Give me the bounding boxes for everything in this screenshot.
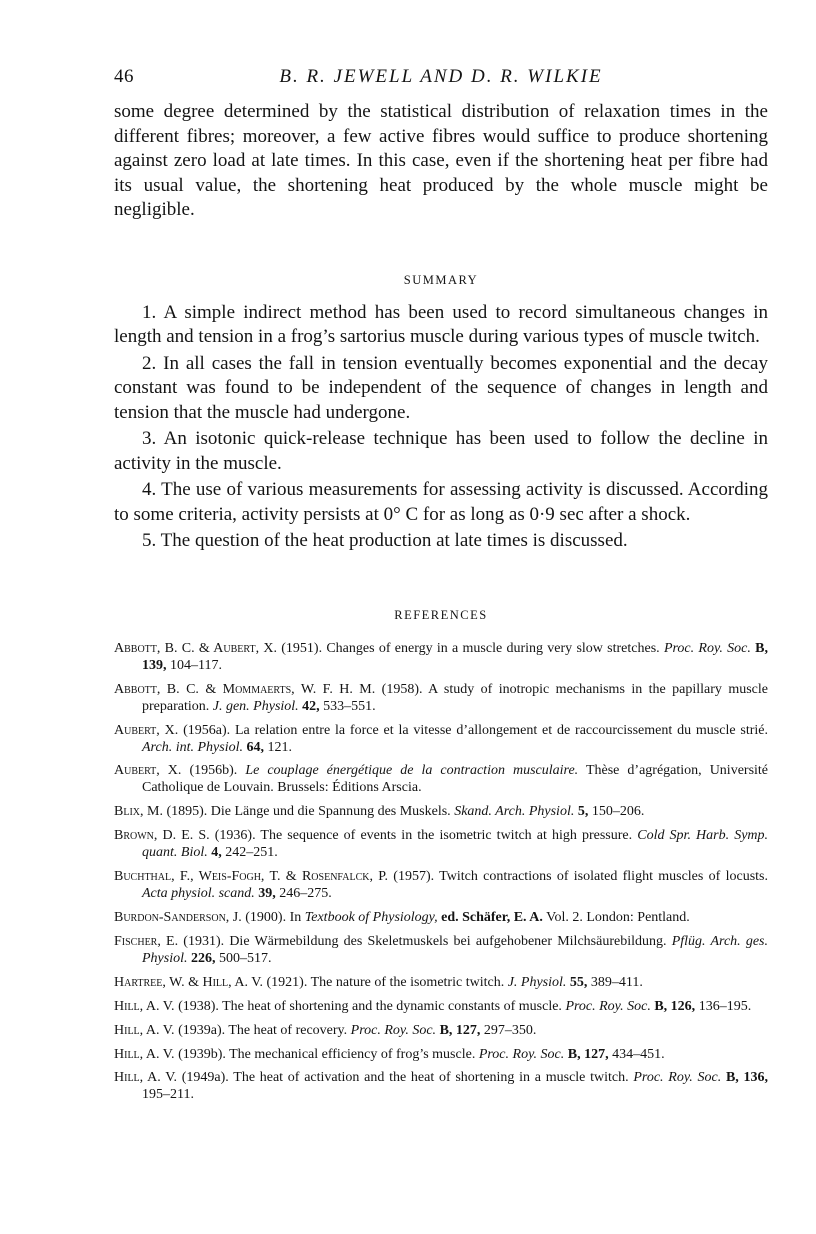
reference-text: (1939a). The heat of recovery. bbox=[178, 1022, 348, 1038]
reference-authors: Hill, A. V. bbox=[114, 1046, 175, 1062]
running-head: B. R. JEWELL AND D. R. WILKIE bbox=[279, 66, 603, 87]
reference-volume: 4, bbox=[211, 844, 222, 860]
reference-entry bbox=[114, 681, 768, 715]
reference-source: Arch. int. Physiol. bbox=[142, 739, 243, 755]
reference-source: Textbook of Physiology, bbox=[304, 909, 438, 925]
reference-text: (1931). Die Wärmebildung des Skeletmuskels bei aufgehobener Milchsäurebildung. bbox=[183, 933, 667, 949]
reference-text: (1900). In bbox=[245, 909, 302, 925]
reference-authors: Buchthal, F., Weis-Fogh, T. & Rosenfalck, P. bbox=[114, 868, 388, 884]
reference-source: Acta physiol. scand. bbox=[142, 885, 255, 901]
reference-source: Proc. Roy. Soc. bbox=[633, 1069, 722, 1085]
reference-volume: 42, bbox=[302, 698, 320, 714]
reference-source: Le couplage énergétique de la contraction musculaire. bbox=[245, 762, 579, 778]
reference-volume: 55, bbox=[569, 974, 588, 990]
reference-volume: B, 126, bbox=[654, 998, 696, 1014]
reference-source: Pflüg. Arch. ges. Physiol. bbox=[142, 933, 769, 966]
reference-entry bbox=[114, 1046, 768, 1063]
summary-item: 1. A simple indirect method has been used to record simultaneous changes in length and tension in a frog’s sartorius muscle during various types of muscle twitch. bbox=[114, 301, 768, 347]
reference-volume: 64, bbox=[246, 739, 264, 755]
page-number: 46 bbox=[114, 66, 134, 87]
reference-entry bbox=[114, 1069, 768, 1103]
reference-pages: Thèse d’agrégation, Université Catholique de Louvain. Brussels: Éditions Arscia. bbox=[142, 762, 769, 795]
reference-volume: B, 139, bbox=[142, 640, 769, 673]
reference-text: (1921). The nature of the isometric twitch. bbox=[266, 974, 505, 990]
reference-authors: Hill, A. V. bbox=[114, 998, 175, 1014]
summary-item: 3. An isotonic quick-release technique has been used to follow the decline in activity in the muscle. bbox=[114, 428, 768, 474]
reference-volume: 5, bbox=[577, 803, 589, 819]
summary-item: 5. The question of the heat production at late times is discussed. bbox=[142, 530, 628, 551]
reference-source: J. Physiol. bbox=[507, 974, 567, 990]
journal-page bbox=[114, 66, 768, 1109]
reference-text: (1951). Changes of energy in a muscle during very slow stretches. bbox=[281, 640, 660, 656]
summary-item: 2. In all cases the fall in tension eventually becomes exponential and the decay constant was found to be independent of the sequence of changes in length and tension that the muscle had undergone. bbox=[114, 352, 768, 423]
reference-pages: 242–251. bbox=[225, 844, 278, 860]
reference-entry bbox=[114, 998, 768, 1015]
reference-authors: Hill, A. V. bbox=[114, 1069, 178, 1085]
page-header bbox=[114, 66, 768, 100]
reference-volume: ed. Schäfer, E. A. bbox=[441, 909, 543, 925]
reference-entry bbox=[114, 803, 768, 820]
reference-entry bbox=[114, 640, 768, 674]
reference-pages: 500–517. bbox=[219, 950, 272, 966]
intro-paragraph: some degree determined by the statistical distribution of relaxation times in the different fibres; moreover, a few active fibres would suffice to produce shortening against zero load at late times. In this case, even if the shortening heat per fibre had its usual value, the shortening heat produced by the whole muscle might be negligible. bbox=[114, 101, 768, 220]
reference-source: J. gen. Physiol. bbox=[212, 698, 299, 714]
reference-volume: 226, bbox=[191, 950, 216, 966]
reference-pages: 121. bbox=[267, 739, 292, 755]
reference-pages: 246–275. bbox=[279, 885, 332, 901]
reference-pages: 136–195. bbox=[698, 998, 752, 1014]
reference-text: (1957). Twitch contractions of isolated flight muscles of locusts. bbox=[393, 868, 768, 884]
reference-volume: B, 127, bbox=[567, 1046, 609, 1062]
reference-source: Cold Spr. Harb. Symp. quant. Biol. bbox=[142, 827, 769, 860]
reference-authors: Blix, M. bbox=[114, 803, 163, 819]
reference-volume: B, 127, bbox=[439, 1022, 481, 1038]
reference-pages: 104–117. bbox=[170, 657, 222, 673]
reference-entry bbox=[114, 762, 768, 796]
reference-pages: 389–411. bbox=[590, 974, 643, 990]
reference-authors: Burdon-Sanderson, J. bbox=[114, 909, 242, 925]
reference-authors: Aubert, X. bbox=[114, 722, 179, 738]
reference-entry bbox=[114, 933, 768, 967]
reference-text: (1956a). La relation entre la force et la vitesse d’allongement et de raccourcissement du muscle strié. bbox=[183, 722, 769, 738]
reference-volume: 39, bbox=[258, 885, 276, 901]
reference-text: (1958). A study of inotropic mechanisms in the papillary muscle preparation. bbox=[142, 681, 768, 714]
reference-entry bbox=[114, 909, 768, 926]
reference-entry bbox=[114, 827, 768, 861]
reference-pages: Vol. 2. London: Pentland. bbox=[546, 909, 690, 925]
reference-source: Proc. Roy. Soc. bbox=[565, 998, 651, 1014]
reference-authors: Aubert, X. bbox=[114, 762, 182, 778]
reference-authors: Hartree, W. & Hill, A. V. bbox=[114, 974, 264, 990]
reference-authors: Abbott, B. C. & Mommaerts, W. F. H. M. bbox=[114, 681, 376, 697]
reference-text: (1938). The heat of shortening and the dynamic constants of muscle. bbox=[178, 998, 562, 1014]
reference-volume: B, 136, bbox=[725, 1069, 769, 1085]
summary-heading: SUMMARY bbox=[403, 272, 479, 287]
reference-entry bbox=[114, 1022, 768, 1039]
summary-item: 4. The use of various measurements for assessing activity is discussed. According to some criteria, activity persists at 0° C for as long as 0·9 sec after a shock. bbox=[114, 479, 768, 525]
reference-authors: Abbott, B. C. & Aubert, X. bbox=[114, 640, 277, 656]
reference-text: (1956b). bbox=[189, 762, 238, 778]
reference-text: (1895). Die Länge und die Spannung des Muskels. bbox=[166, 803, 451, 819]
reference-pages: 434–451. bbox=[612, 1046, 665, 1062]
reference-source: Proc. Roy. Soc. bbox=[663, 640, 751, 656]
reference-entry bbox=[114, 722, 768, 756]
reference-pages: 150–206. bbox=[591, 803, 645, 819]
reference-pages: 533–551. bbox=[323, 698, 376, 714]
reference-pages: 195–211. bbox=[142, 1086, 194, 1102]
reference-text: (1949a). The heat of activation and the heat of shortening in a muscle twitch. bbox=[181, 1069, 629, 1085]
reference-source: Proc. Roy. Soc. bbox=[350, 1022, 437, 1038]
reference-authors: Fischer, E. bbox=[114, 933, 179, 949]
reference-entry bbox=[114, 974, 768, 991]
reference-source: Proc. Roy. Soc. bbox=[478, 1046, 565, 1062]
references-heading: REFERENCES bbox=[394, 607, 488, 622]
references-list bbox=[114, 640, 768, 1103]
reference-entry bbox=[114, 868, 768, 902]
reference-pages: 297–350. bbox=[483, 1022, 537, 1038]
reference-text: (1939b). The mechanical efficiency of frog’s muscle. bbox=[178, 1046, 476, 1062]
reference-source: Skand. Arch. Physiol. bbox=[454, 803, 575, 819]
reference-text: (1936). The sequence of events in the isometric twitch at high pressure. bbox=[214, 827, 633, 843]
reference-authors: Brown, D. E. S. bbox=[114, 827, 210, 843]
summary-list bbox=[114, 301, 768, 554]
reference-authors: Hill, A. V. bbox=[114, 1022, 175, 1038]
